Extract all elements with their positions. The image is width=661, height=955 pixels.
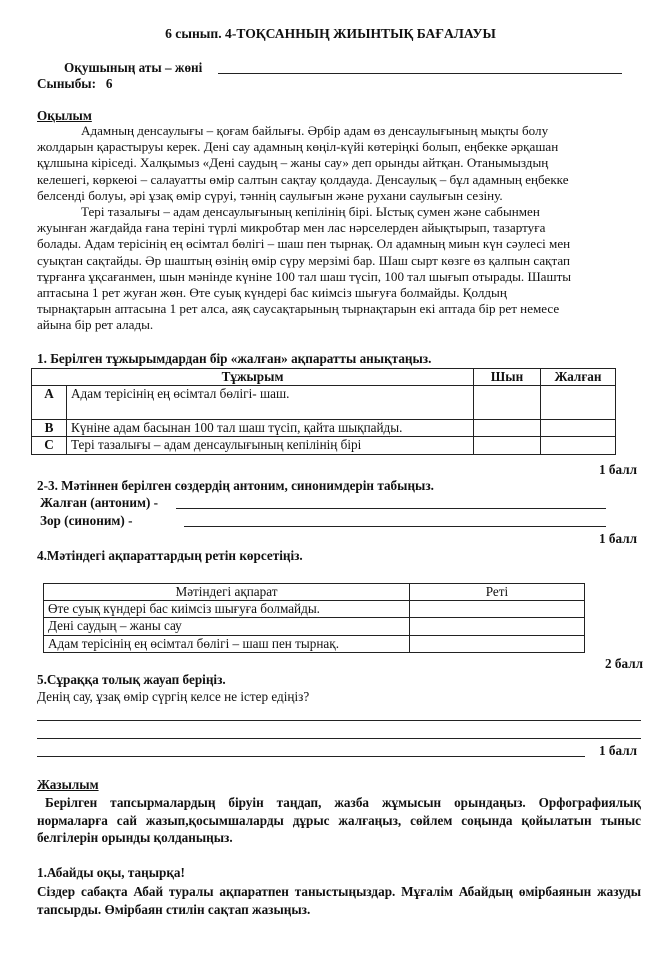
row-label: А [32, 386, 67, 420]
q1-header-row [32, 369, 616, 386]
task-text: Сіздер сабақта Абай туралы ақпаратпен таныстыңыздар. Мұғалім Абайдың өмірбаянын жазуды тапсырды. Өмірбаян стилін сақтап жазыңыз. [37, 884, 641, 917]
text-line: келешегі, көркеюі – салауатты өмір салтын сақтау қолдауда. Денсаулық – бұл адамның еңбекке [37, 171, 569, 187]
row-statement: Адам терісінің ең өсімтал бөлігі- шаш. [67, 386, 474, 420]
writing-heading: Жазылым [37, 777, 99, 792]
antonym-answer-line[interactable] [176, 508, 606, 509]
text-line: Адамның денсаулығы – қоғам байлығы. Әрбір адам өз денсаулығының мықты болу [81, 123, 549, 138]
false-cell[interactable] [541, 437, 616, 454]
class-label-text: Сыныбы: [37, 76, 96, 91]
col-order: Реті [410, 584, 585, 601]
q5-prompt: Денің сау, ұзақ өмір сүргің келсе не істер едіңіз? [37, 689, 310, 704]
q1-row [32, 437, 616, 454]
antonym-label: Жалған (антоним) - [40, 495, 159, 510]
q5-score: 1 балл [599, 743, 637, 758]
q4-row [44, 635, 585, 652]
text-line: тұрғанға ұқсағанмен, шын мәнінде күніне 100 тал шаш түсіп, 100 тал шығып отырады. Шашты [37, 268, 572, 284]
reading-heading: Оқылым [37, 108, 92, 123]
q4-question: 4.Мәтіндегі ақпараттардың ретін көрсетіңіз. [37, 548, 303, 563]
reading-text [37, 123, 643, 334]
info-cell: Дені саудың – жаны сау [44, 618, 410, 635]
order-cell[interactable] [410, 635, 585, 652]
q23-score: 1 балл [599, 531, 637, 546]
q5-answer-line[interactable] [37, 720, 641, 721]
student-name-label: Оқушының аты – жөні [64, 60, 203, 75]
q5-answer-line[interactable] [37, 756, 585, 757]
q1-score: 1 балл [599, 462, 637, 477]
text-line: белсенді болуы, әрі ұзақ өмір сүруі, тәннің саулығын және рухани саулығын сезіну. [37, 187, 503, 203]
q5-question: 5.Сұраққа толық жауап беріңіз. [37, 672, 226, 687]
student-name-line[interactable] [218, 73, 622, 74]
q5-answer-line[interactable] [37, 738, 641, 739]
q23-question: 2-3. Мәтіннен берілген сөздердің антоним, синонимдерін табыңыз. [37, 478, 434, 493]
q4-score: 2 балл [605, 656, 643, 671]
true-cell[interactable] [474, 437, 541, 454]
true-cell[interactable] [474, 420, 541, 437]
col-info: Мәтіндегі ақпарат [44, 584, 410, 601]
row-statement: Тері тазалығы – адам денсаулығының кепілінің бірі [67, 437, 474, 454]
q1-question: 1. Берілген тұжырымдардан бір «жалған» ақпаратты анықтаңыз. [37, 351, 432, 366]
q1-row [32, 420, 616, 437]
text-line: айына бір рет алады. [37, 317, 154, 333]
col-true: Шын [474, 369, 541, 386]
info-cell: Өте суық күндері бас киімсіз шығуға болмайды. [44, 601, 410, 618]
q1-row [32, 386, 616, 420]
col-false: Жалған [541, 369, 616, 386]
task-title: 1.Абайды оқы, таңырқа! [37, 865, 185, 880]
class-label [37, 76, 112, 92]
q4-row [44, 618, 585, 635]
text-line: жолдарын қарастыруы керек. Дені сау адамның көңіл-күйі көтеріңкі болып, еңбекке әрқашан [37, 139, 559, 155]
q1-table [31, 368, 616, 455]
row-label: В [32, 420, 67, 437]
q4-row [44, 601, 585, 618]
text-line: тырнақтарын аптасына 1 рет алса, аяқ саусақтарының тырнақтарын екі аптада бір рет немесе [37, 301, 560, 317]
text-line: жуынған жағдайда ғана теріні түрлі микробтар мен лас нәрселерден айықтырып, тазартуға [37, 220, 546, 236]
false-cell[interactable] [541, 386, 616, 420]
class-value: 6 [105, 76, 113, 91]
col-statement: Тұжырым [32, 369, 474, 386]
q4-table [43, 583, 585, 653]
synonym-answer-line[interactable] [184, 526, 606, 527]
text-line: аптасына 1 рет жуған жөн. Өте суық күндері бас киімсіз шығуға болмайды. Қолдың [37, 285, 507, 301]
info-cell: Адам терісінің ең өсімтал бөлігі – шаш пен тырнақ. [44, 635, 410, 652]
q4-header-row [44, 584, 585, 601]
text-line: болады. Адам терісінің ең өсімтал бөлігі – шаш пен тырнақ. Ол адамның миын күн сәулесі мен [37, 236, 571, 252]
order-cell[interactable] [410, 601, 585, 618]
order-cell[interactable] [410, 618, 585, 635]
synonym-label: Зор (синоним) - [40, 513, 133, 528]
page-title: 6 сынып. 4-ТОҚСАННЫҢ ЖИЫНТЫҚ БАҒАЛАУЫ [165, 26, 496, 41]
text-line: Тері тазалығы – адам денсаулығының кепілінің бірі. Ыстық сумен және сабынмен [81, 204, 540, 220]
text-line: құлшына кіріседі. Халқымыз «Дені саудың – жаны сау» деп орынды айтқан. Отанымыздың [37, 155, 549, 171]
text-line: суықтан сақтайды. Әр шаштың өзінің өмір сүру мерзімі бар. Шаш сырт көзге өз қалпын сақтап [37, 252, 571, 268]
false-cell[interactable] [541, 420, 616, 437]
row-label: С [32, 437, 67, 454]
writing-instruction: Берілген тапсырмалардың біруін таңдап, жазба жұмысын орындаңыз. Орфографиялық нормаларға сай жазып,қосымшаларды дұрыс жалғаңыз, сөйлем соңында қойылатын тыныс белгілерін орынды қолданыңыз. [37, 795, 641, 845]
row-statement: Күніне адам басынан 100 тал шаш түсіп, қайта шықпайды. [67, 420, 474, 437]
true-cell[interactable] [474, 386, 541, 420]
